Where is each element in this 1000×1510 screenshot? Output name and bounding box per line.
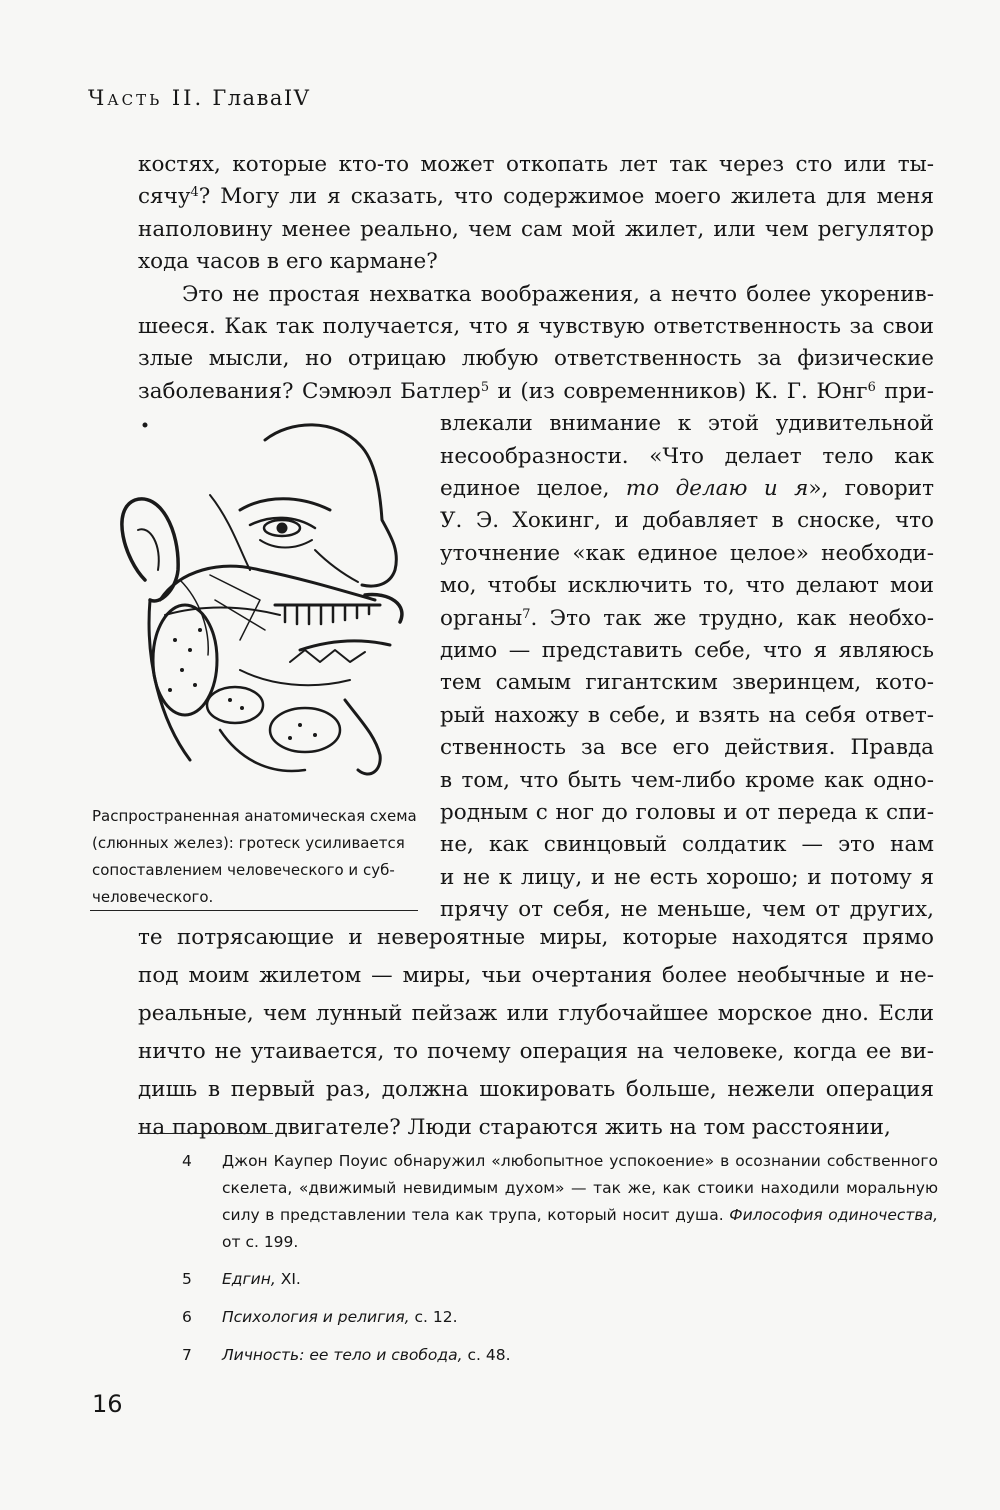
body-line: Это не простая нехватка воображения, а нечто более укоренив- (182, 281, 934, 307)
running-header (88, 86, 310, 110)
body-line: дишь в первый раз, должна шокировать больше, нежели операция (138, 1077, 934, 1102)
footnote-line: Личность: ее тело и свобода, с. 48. (222, 1346, 511, 1364)
body-line: родным с ног до головы и от переда к спи- (440, 800, 934, 825)
body-line: злые мысли, но отрицаю любую ответственность за физические (138, 346, 934, 372)
body-line: мо, чтобы исключить то, что делают мои (440, 573, 934, 599)
body-line: единое целое, то делаю и я», говорит (440, 476, 935, 501)
footnote-line: Психология и религия, с. 12. (222, 1308, 458, 1326)
body-line: влекали внимание к этой удивительной (440, 411, 934, 437)
body-line: несообразности. «Что делает тело как (440, 443, 934, 469)
page-number: 16 (92, 1390, 123, 1418)
body-line: и не к лицу, и не есть хорошо; и потому я (440, 864, 934, 890)
footnote-ref: 6 (867, 379, 876, 395)
body-line: под моим жилетом — миры, чьи очертания более необычные и не- (138, 963, 934, 988)
body-line: димо — представить себе, что я являюсь (440, 638, 934, 663)
caption-rule (90, 910, 418, 911)
footnote-number: 5 (182, 1270, 192, 1288)
caption-line: (слюнных желез): гротеск усиливается (92, 834, 405, 852)
body-line: органы$^7$. Это так же трудно, как необхо- (440, 605, 934, 631)
body-line: тем самым гигантским зверинцем, кото- (440, 670, 934, 696)
body-line: заболевания? Сэмюэл Батлер$^5$ и (из современников) К. Г. Юнг$^6$ при- (138, 378, 934, 404)
footnote-rule (138, 1133, 273, 1134)
body-line: ничто не утаивается, то почему операция на человеке, когда ее ви- (138, 1039, 934, 1064)
footnote-ref: 4 (190, 185, 199, 201)
body-line: ственность за все его действия. Правда (440, 735, 934, 761)
body-line: хода часов в его кармане? (138, 249, 438, 275)
body-line: У. Э. Хокинг, и добавляет в сноске, что (440, 508, 934, 534)
body-line: реальные, чем лунный пейзаж или глубочайшее морское дно. Если (138, 1001, 934, 1026)
body-line: в том, что быть чем-либо кроме как одно- (440, 767, 934, 793)
footnote-line: силу в представлении тела как трупа, который носит душа. Философия одиночества, (222, 1206, 938, 1224)
body-line: костях, которые кто-то может откопать лет так через сто или ты- (138, 152, 934, 177)
footnote-ref: 7 (522, 606, 531, 622)
body-line: не, как свинцовый солдатик — это нам (440, 832, 934, 858)
header-part: Часть II. (88, 86, 205, 110)
footnote-number: 7 (182, 1346, 192, 1364)
footnote-ref: 5 (480, 379, 490, 395)
body-line: уточнение «как единое целое» необходи- (440, 540, 934, 566)
body-line: на паровом двигателе? Люди стараются жить на том расстоянии, (138, 1115, 891, 1140)
footnote-line: от с. 199. (222, 1233, 299, 1251)
footnote-line: скелета, «движимый невидимым духом» — так же, как стоики находили моральную (222, 1179, 938, 1197)
footnote-number: 6 (182, 1308, 192, 1326)
caption-line: сопоставлением человеческого и суб- (92, 861, 395, 879)
body-line: прячу от себя, не меньше, чем от других, (440, 897, 934, 923)
footnote-number: 4 (182, 1152, 192, 1170)
caption-line: Распространенная анатомическая схема (92, 807, 417, 825)
footnote-line: Джон Каупер Поуис обнаружил «любопытное успокоение» в осознании собственного (222, 1152, 938, 1170)
body-line: наполовину менее реально, чем сам мой жилет, или чем регулятор (138, 216, 934, 242)
anatomical-illustration (90, 400, 420, 790)
body-line: шееся. Как так получается, что я чувствую ответственность за свои (138, 314, 934, 339)
body-line: те потрясающие и невероятные миры, которые находятся прямо (138, 925, 934, 950)
body-line: сячу$^4$? Могу ли я сказать, что содержимое моего жилета для меня (138, 184, 934, 210)
body-line: рый нахожу в себе, и взять на себя ответ- (440, 702, 934, 728)
header-chapter: ГлаваIV (212, 86, 311, 110)
caption-line: человеческого. (92, 888, 214, 906)
footnote-line: Едгин, XI. (222, 1270, 301, 1288)
